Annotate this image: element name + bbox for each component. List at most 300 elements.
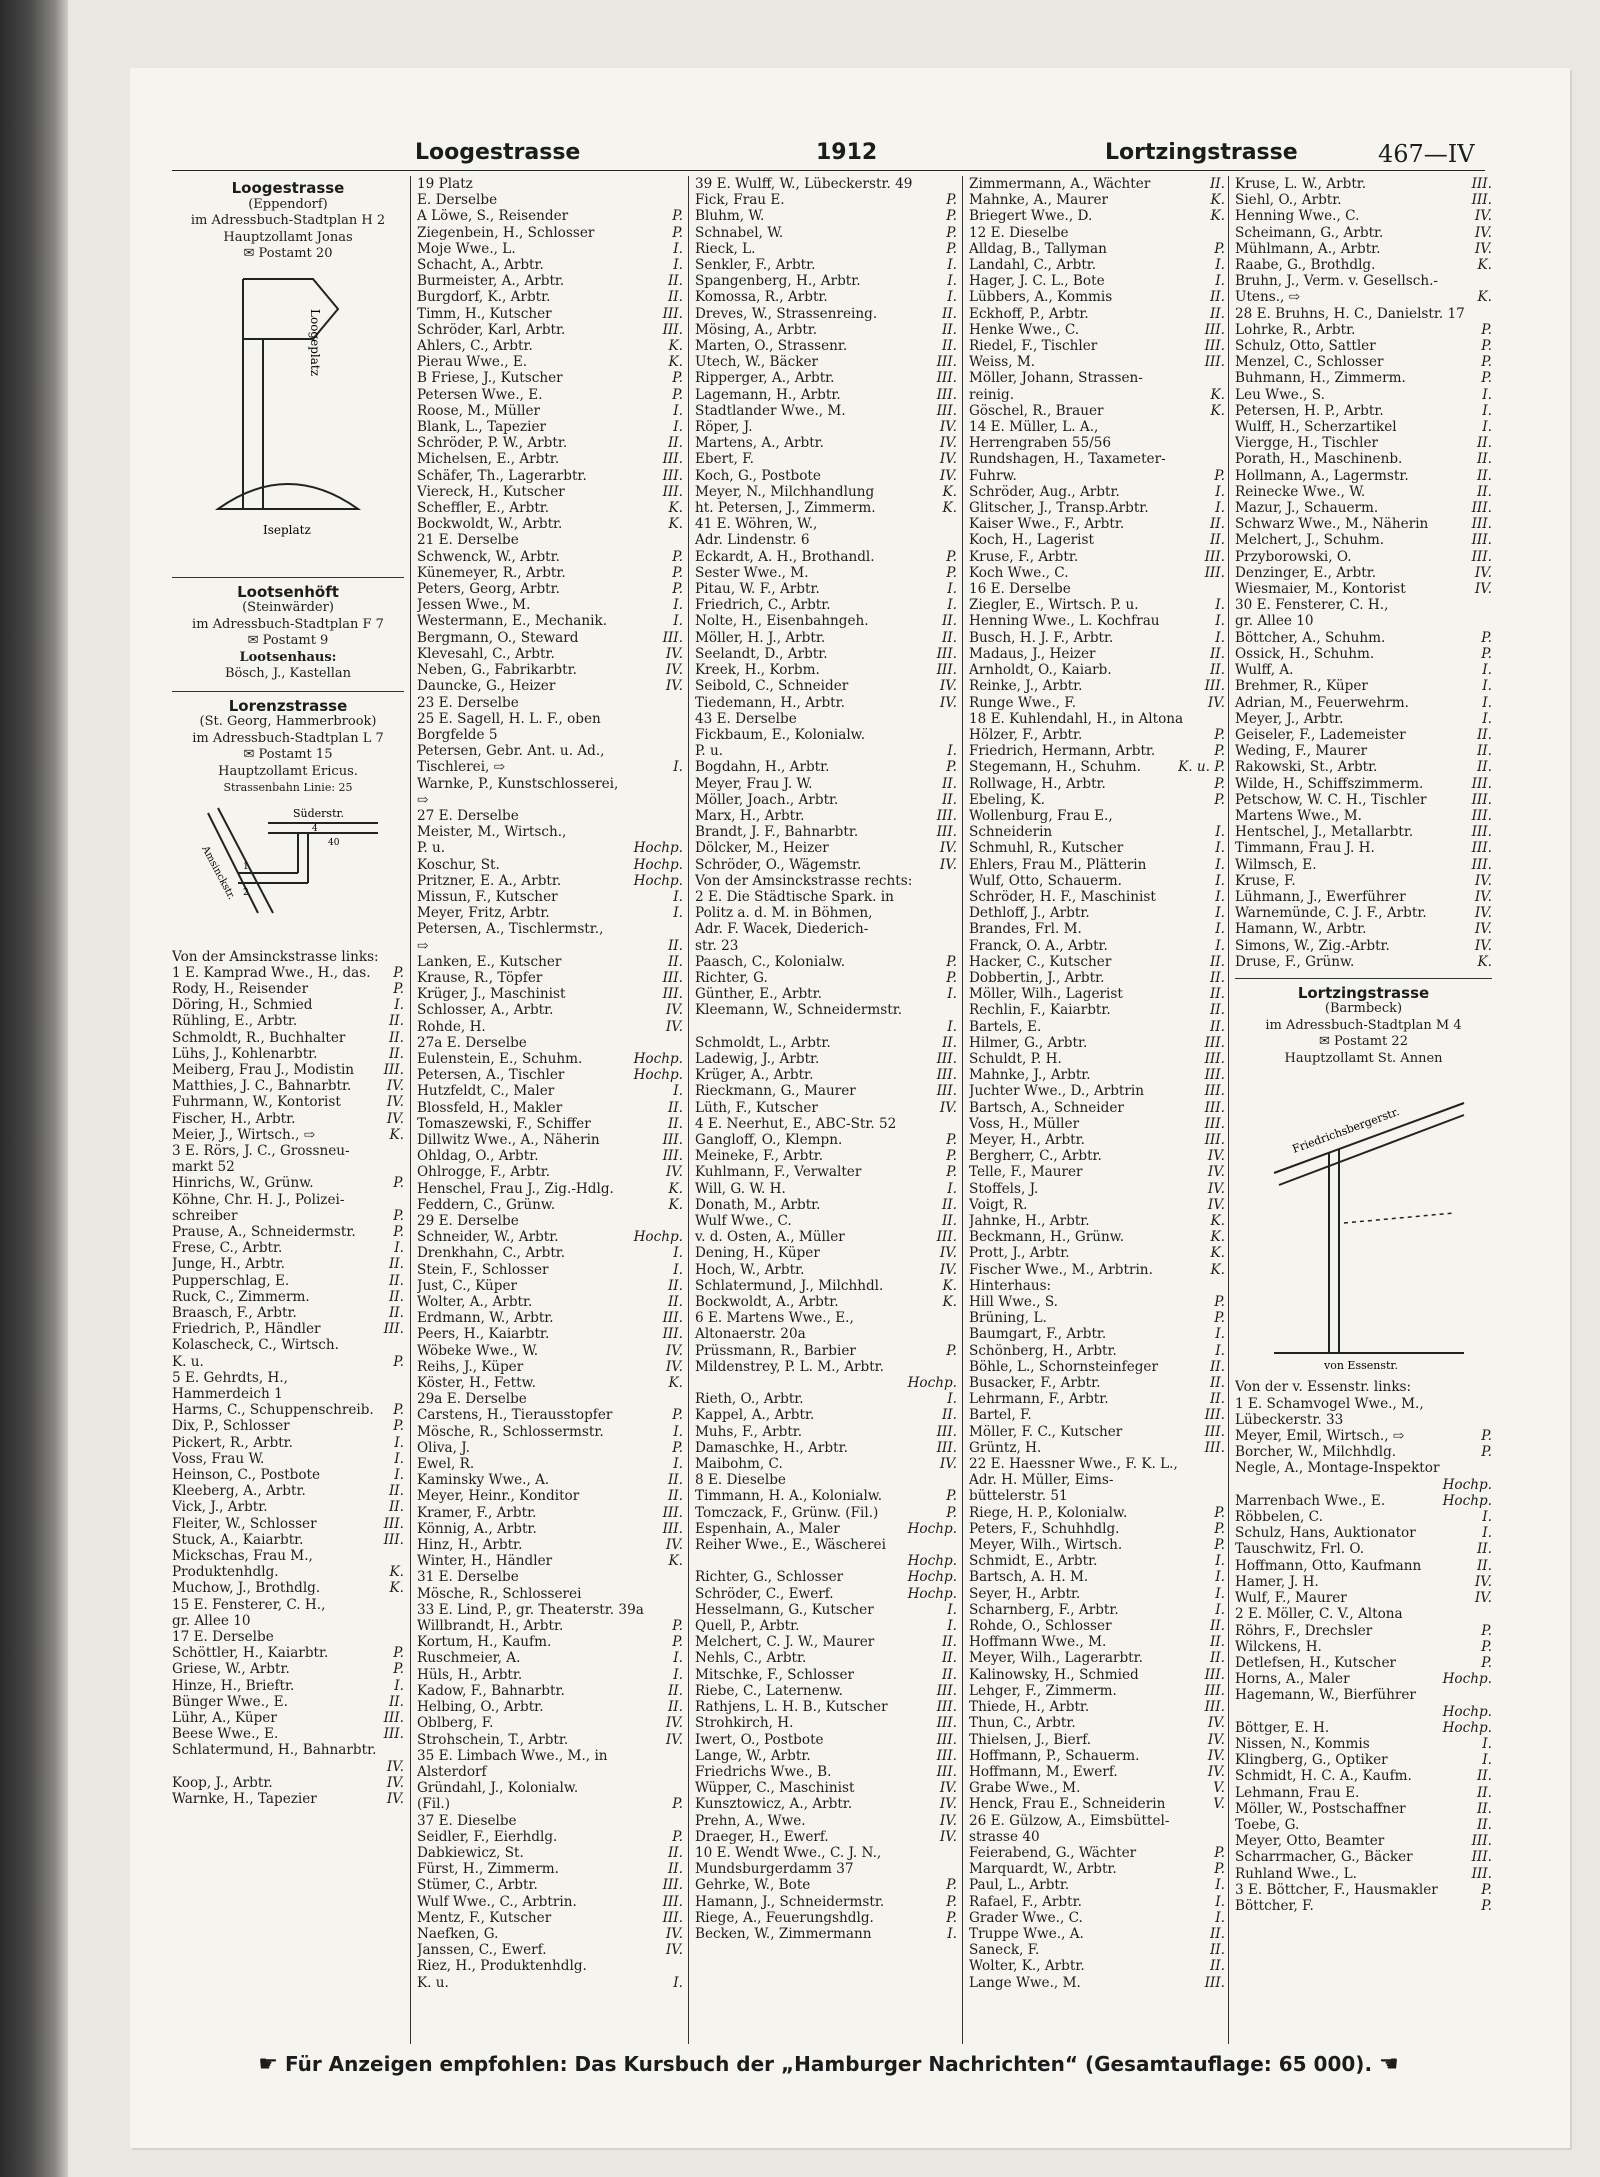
directory-entry <box>417 1586 683 1602</box>
entry-text: 30 E. Fensterer, C. H., <box>1235 597 1389 614</box>
directory-entry <box>969 1213 1225 1229</box>
entry-floor: IV. <box>1474 208 1492 225</box>
entry-text: Rieth, O., Arbtr. <box>695 1391 804 1408</box>
entry-text: Friedrich, P., Händler <box>172 1321 321 1338</box>
entry-floor: II. <box>1209 662 1225 679</box>
entry-floor <box>954 1845 957 1861</box>
directory-entry <box>417 1764 683 1780</box>
entry-text: Espenhain, A., Maler <box>695 1520 840 1537</box>
directory-entry <box>1235 1833 1492 1849</box>
entry-floor: Hochp. <box>633 856 683 873</box>
entry-floor: I. <box>1215 1326 1225 1343</box>
entry-floor: II. <box>1209 1375 1225 1392</box>
entry-text: Scheimann, G., Arbtr. <box>1235 224 1384 241</box>
directory-entry <box>1235 873 1492 889</box>
directory-entry <box>1235 597 1492 613</box>
entry-floor: II. <box>1209 986 1225 1003</box>
entry-text: Friedrichs Wwe., B. <box>695 1763 832 1780</box>
directory-entry <box>172 1775 404 1791</box>
directory-entry <box>1235 306 1492 322</box>
directory-entry <box>969 192 1225 208</box>
entry-text: Henning Wwe., C. <box>1235 208 1360 225</box>
directory-entry <box>1235 905 1492 921</box>
directory-entry <box>695 970 957 986</box>
street-info: ✉ Postamt 20 <box>243 246 333 261</box>
directory-entry <box>417 565 683 581</box>
entry-floor: I. <box>673 1245 683 1262</box>
entry-floor: II. <box>667 1277 683 1294</box>
entry-floor <box>680 743 683 759</box>
entry-text: Petschow, W. C. H., Tischler <box>1235 791 1427 808</box>
directory-entry <box>969 613 1225 629</box>
directory-entry <box>1235 711 1492 727</box>
entry-text: Peters, F., Schuhhdlg. <box>969 1520 1120 1537</box>
entry-text: Wolter, A., Arbtr. <box>417 1294 533 1311</box>
entry-text: 33 E. Lind, P., gr. Theaterstr. 39a <box>417 1601 644 1618</box>
entry-floor: II. <box>667 1472 683 1489</box>
entry-floor: P. <box>946 1148 957 1165</box>
entry-text: Rohde, H. <box>417 1018 486 1035</box>
entry-text: Lühr, A., Küper <box>172 1710 277 1727</box>
entry-text: Petersen, A., Tischlermstr., <box>417 921 604 938</box>
entry-floor: II. <box>388 1288 404 1305</box>
entry-floor: I. <box>1215 921 1225 938</box>
entry-floor: P. <box>1481 1638 1492 1655</box>
entry-floor: P. <box>393 1223 404 1240</box>
entry-text: Just, C., Küper <box>417 1277 518 1294</box>
entry-text: Viereck, H., Kutscher <box>417 483 565 500</box>
entry-floor: III. <box>662 321 683 338</box>
directory-entry <box>695 1715 957 1731</box>
directory-entry <box>1235 1509 1492 1525</box>
entry-floor: IV. <box>386 1110 404 1127</box>
entry-text: Lüth, F., Kutscher <box>695 1099 818 1116</box>
directory-entry <box>1235 1898 1492 1914</box>
entry-floor: IV. <box>1207 1164 1225 1181</box>
directory-entry <box>417 419 683 435</box>
entry-floor: II. <box>1476 759 1492 776</box>
directory-entry <box>969 759 1225 775</box>
street-info: (Eppendorf) <box>248 196 328 212</box>
entry-floor <box>954 1310 957 1326</box>
running-head-year: 1912 <box>816 140 878 165</box>
entry-text: Möller, Wilh., Lagerist <box>969 986 1123 1003</box>
directory-entry <box>417 857 683 873</box>
entry-floor <box>680 808 683 824</box>
directory-entry <box>695 695 957 711</box>
directory-entry <box>417 1294 683 1310</box>
directory-entry <box>417 1067 683 1083</box>
directory-entry <box>1235 1639 1492 1655</box>
entry-floor: II. <box>941 321 957 338</box>
entry-floor: P. <box>1214 1861 1225 1878</box>
entry-text: Saneck, F. <box>969 1942 1040 1959</box>
directory-entry <box>969 1424 1225 1440</box>
directory-entry <box>695 1796 957 1812</box>
entry-text: Meineke, F., Arbtr. <box>695 1148 824 1165</box>
entry-floor: K. <box>1210 1229 1225 1246</box>
directory-entry <box>417 1100 683 1116</box>
directory-entry <box>969 1456 1225 1472</box>
entry-floor: II. <box>1209 1650 1225 1667</box>
directory-entry <box>969 1164 1225 1180</box>
entry-text: Reihs, J., Küper <box>417 1358 524 1375</box>
entry-floor <box>954 727 957 743</box>
directory-entry <box>969 435 1225 451</box>
directory-entry <box>1235 1428 1492 1444</box>
entry-text: Marquardt, W., Arbtr. <box>969 1861 1117 1878</box>
directory-entry <box>969 322 1225 338</box>
entry-floor: II. <box>1209 1634 1225 1651</box>
section-divider <box>172 577 404 578</box>
entry-text: Hinrichs, W., Grünw. <box>172 1175 314 1192</box>
entry-floor: III. <box>1204 1666 1225 1683</box>
entry-text: Rieckmann, G., Maurer <box>695 1083 856 1100</box>
directory-entry <box>172 1256 404 1272</box>
directory-entry <box>1235 889 1492 905</box>
entry-floor: III. <box>1204 1423 1225 1440</box>
entry-floor: III. <box>1204 1699 1225 1716</box>
entry-floor <box>954 1359 957 1375</box>
entry-text: Mahnke, A., Maurer <box>969 192 1109 209</box>
entry-floor: II. <box>941 1407 957 1424</box>
entry-floor <box>401 1629 404 1645</box>
entry-floor: II. <box>388 1304 404 1321</box>
entry-text: Petersen, Gebr. Ant. u. Ad., <box>417 743 605 760</box>
directory-entry <box>417 225 683 241</box>
entry-text: Grüntz, H. <box>969 1439 1042 1456</box>
entry-floor: II. <box>1476 1768 1492 1785</box>
entry-floor: P. <box>1214 1310 1225 1327</box>
directory-entry <box>969 1391 1225 1407</box>
directory-entry <box>695 986 957 1002</box>
entry-text: Politz a. d. M. in Böhmen, <box>695 905 873 922</box>
entry-text: Harms, C., Schuppenschreib. <box>172 1402 374 1419</box>
entry-floor: IV. <box>939 435 957 452</box>
entry-text: Koch, H., Lagerist <box>969 532 1094 549</box>
directory-entry <box>969 1618 1225 1634</box>
directory-entry <box>969 225 1225 241</box>
entry-text: Prüssmann, R., Barbier <box>695 1342 856 1359</box>
entry-text: 18 E. Kuhlendahl, H., in Altona <box>969 710 1184 727</box>
entry-floor: P. <box>672 564 683 581</box>
entry-floor: III. <box>662 1877 683 1894</box>
directory-entry <box>695 905 957 921</box>
directory-entry <box>417 1002 683 1018</box>
entry-floor: P. <box>1481 1428 1492 1445</box>
directory-entry <box>1235 857 1492 873</box>
entry-floor: P. <box>1481 645 1492 662</box>
directory-entry <box>969 1310 1225 1326</box>
entry-text: 22 E. Haessner Wwe., F. K. L., <box>969 1456 1178 1473</box>
directory-entry <box>172 1175 404 1191</box>
entry-floor: III. <box>936 386 957 403</box>
entry-text: Voss, Frau W. <box>172 1450 265 1467</box>
entry-text: Henschel, Frau J., Zig.-Hdlg. <box>417 1180 614 1197</box>
entry-text: Wulff, H., Scherzartikel <box>1235 419 1397 436</box>
entry-text: Raabe, G., Brothdlg. <box>1235 257 1376 274</box>
entry-text: Seyer, H., Arbtr. <box>969 1585 1081 1602</box>
entry-text: Lehrmann, F., Arbtr. <box>969 1391 1109 1408</box>
street-header-loogestrasse <box>172 180 404 263</box>
entry-text: Dillwitz Wwe., A., Näherin <box>417 1131 600 1148</box>
street-header-lootsenhoeft <box>172 584 404 683</box>
directory-entry <box>969 370 1225 386</box>
entry-text: Dix, P., Schlosser <box>172 1418 290 1435</box>
entry-text: Horns, A., Maler <box>1235 1671 1350 1688</box>
entry-floor: II. <box>1209 645 1225 662</box>
entry-floor: I. <box>673 1423 683 1440</box>
directory-entry <box>695 630 957 646</box>
entry-text: Gründahl, J., Kolonialw. <box>417 1780 579 1797</box>
directory-entry <box>417 597 683 613</box>
entry-text: Porath, H., Maschinenb. <box>1235 451 1403 468</box>
entry-text: Von der v. Essenstr. links: <box>1235 1379 1412 1396</box>
directory-entry <box>969 1197 1225 1213</box>
entry-text: Thun, C., Arbtr. <box>969 1715 1076 1732</box>
entry-text: Kolascheck, C., Wirtsch. <box>172 1337 339 1354</box>
directory-entry <box>417 1472 683 1488</box>
directory-entry <box>417 370 683 386</box>
directory-entry <box>172 1354 404 1370</box>
entry-floor: II. <box>1209 1925 1225 1942</box>
directory-entry <box>1235 241 1492 257</box>
directory-entry <box>695 1699 957 1715</box>
entry-floor: IV. <box>939 840 957 857</box>
directory-entry <box>417 1278 683 1294</box>
entry-floor: II. <box>667 937 683 954</box>
entry-floor: P. <box>946 1877 957 1894</box>
entry-floor: IV. <box>665 1715 683 1732</box>
directory-entry <box>695 451 957 467</box>
map-number: 40 <box>328 837 340 848</box>
entry-floor <box>1222 451 1225 467</box>
directory-entry <box>417 1894 683 1910</box>
entry-floor: K. <box>942 1277 957 1294</box>
entry-floor: IV. <box>939 678 957 695</box>
entry-floor: P. <box>1481 1444 1492 1461</box>
directory-entry <box>417 1197 683 1213</box>
entry-text: 41 E. Wöhren, W., <box>695 516 818 533</box>
entry-text: Draeger, H., Ewerf. <box>695 1828 829 1845</box>
directory-entry <box>1235 824 1492 840</box>
entry-floor <box>954 1472 957 1488</box>
entry-text: Meyer, N., Milchhandlung <box>695 483 875 500</box>
entry-floor: III. <box>936 354 957 371</box>
entry-text: Feddern, C., Grünw. <box>417 1196 556 1213</box>
entry-text: Krause, R., Töpfer <box>417 969 543 986</box>
entry-text: Schröder, H. F., Maschinist <box>969 888 1156 905</box>
directory-entry <box>417 322 683 338</box>
directory-entry <box>969 630 1225 646</box>
street-info: im Adressbuch-Stadtplan F 7 <box>192 616 384 632</box>
entry-floor: IV. <box>1207 1747 1225 1764</box>
entry-floor: I. <box>673 240 683 257</box>
entry-text: Mösing, A., Arbtr. <box>695 321 818 338</box>
column-5 <box>1228 176 1492 2044</box>
entry-floor: K. <box>1210 1213 1225 1229</box>
entry-floor: I. <box>394 1467 404 1483</box>
entry-text: Jahnke, H., Arbtr. <box>969 1213 1090 1229</box>
directory-entry <box>172 1548 404 1564</box>
entry-text: Bartsch, A., Schneider <box>969 1099 1124 1116</box>
entry-text: Voss, H., Müller <box>969 1115 1080 1132</box>
entry-text: Donath, M., Arbtr. <box>695 1196 821 1213</box>
directory-entry <box>417 646 683 662</box>
entry-floor: I. <box>673 613 683 630</box>
entry-text: Ossick, H., Schuhm. <box>1235 645 1375 662</box>
entry-text: Kruse, F., Arbtr. <box>969 548 1079 565</box>
directory-entry <box>969 354 1225 370</box>
entry-text: Gangloff, O., Klempn. <box>695 1131 843 1148</box>
entry-text: Altonaerstr. 20a <box>695 1326 806 1343</box>
entry-text: Quell, P., Arbtr. <box>695 1618 800 1635</box>
entry-text: Kruse, L. W., Arbtr. <box>1235 176 1367 192</box>
entry-floor: II. <box>1476 743 1492 760</box>
running-head-left: Loogestrasse <box>415 140 581 165</box>
entry-floor: I. <box>394 997 404 1014</box>
directory-entry <box>172 1435 404 1451</box>
entry-floor: P. <box>672 370 683 387</box>
street-info: Bösch, J., Kastellan <box>224 666 352 681</box>
entry-text: Klevesahl, C., Arbtr. <box>417 645 555 662</box>
directory-entry <box>172 1030 404 1046</box>
entry-floor: III. <box>1471 500 1492 517</box>
entry-text: Hesselmann, G., Kutscher <box>695 1601 874 1618</box>
footer-text: Für Anzeigen empfohlen: Das Kursbuch der „Hamburger Nachrichten“ (Gesamtauflage: 65 000). <box>284 2052 1373 2076</box>
entry-text: 23 E. Derselbe <box>417 694 519 711</box>
directory-entry <box>172 1337 404 1353</box>
directory-entry <box>969 1148 1225 1164</box>
entry-floor: IV. <box>665 1942 683 1959</box>
directory-entry <box>1235 1541 1492 1557</box>
entry-floor: III. <box>936 1083 957 1100</box>
entry-text: Leu Wwe., S. <box>1235 386 1325 403</box>
entry-floor: P. <box>946 240 957 257</box>
entry-text: Wilckens, H. <box>1235 1638 1322 1655</box>
directory-entry <box>969 1359 1225 1375</box>
directory-entry <box>417 1083 683 1099</box>
entry-floor: III. <box>662 1520 683 1537</box>
directory-entry <box>417 338 683 354</box>
entry-text: Petersen, A., Tischler <box>417 1067 565 1084</box>
directory-entry <box>1235 403 1492 419</box>
entry-floor: P. <box>393 980 404 997</box>
entry-text: Telle, F., Maurer <box>969 1164 1083 1181</box>
entry-floor <box>680 776 683 792</box>
entry-text: Winter, H., Händler <box>417 1553 553 1570</box>
entry-floor: K. <box>1210 192 1225 209</box>
entry-floor: III. <box>1204 1050 1225 1067</box>
directory-entry <box>1235 1768 1492 1784</box>
entry-floor: II. <box>388 1272 404 1289</box>
directory-entry <box>969 565 1225 581</box>
entry-floor: I. <box>947 1925 957 1942</box>
directory-entry <box>969 581 1225 597</box>
entry-text: Warnke, H., Tapezier <box>172 1791 317 1808</box>
entry-floor <box>680 1958 683 1974</box>
entry-text: Hentschel, J., Metallarbtr. <box>1235 824 1414 841</box>
entry-text: Lehger, F., Zimmerm. <box>969 1682 1117 1699</box>
directory-entry <box>417 1440 683 1456</box>
entry-text: K. u. <box>417 1974 449 1991</box>
entry-text: Möller, H. J., Arbtr. <box>695 629 826 646</box>
directory-entry <box>1235 468 1492 484</box>
directory-entry <box>695 743 957 759</box>
entry-floor: I. <box>1215 1569 1225 1586</box>
directory-entry <box>172 1467 404 1483</box>
entry-floor: IV. <box>386 1791 404 1808</box>
directory-entry <box>969 1748 1225 1764</box>
entry-floor <box>954 938 957 954</box>
entry-floor: I. <box>947 1018 957 1035</box>
entry-text: 25 E. Sagell, H. L. F., oben <box>417 710 601 727</box>
directory-entry <box>969 954 1225 970</box>
directory-entry <box>417 1245 683 1261</box>
entry-floor: III. <box>383 1710 404 1727</box>
directory-entry <box>695 1116 957 1132</box>
entry-text: Ehlers, Frau M., Plätterin <box>969 856 1147 873</box>
directory-entry <box>969 1975 1225 1991</box>
entry-text: Muhs, F., Arbtr. <box>695 1423 803 1440</box>
directory-entry <box>417 354 683 370</box>
entry-floor: I. <box>673 257 683 274</box>
directory-entry <box>1235 1460 1492 1476</box>
directory-entry <box>969 1278 1225 1294</box>
entry-text: Wulf Wwe., C., Arbtrin. <box>417 1893 577 1910</box>
entry-floor: II. <box>1209 953 1225 970</box>
entry-text: Druse, F., Grünw. <box>1235 953 1355 970</box>
directory-entry <box>969 1877 1225 1893</box>
entry-text: Hollmann, A., Lagermstr. <box>1235 467 1409 484</box>
directory-entry <box>969 1894 1225 1910</box>
entry-text: Roose, M., Müller <box>417 402 541 419</box>
entry-text: Hölzer, F., Arbtr. <box>969 726 1083 743</box>
entry-text: Schmidt, E., Arbtr. <box>969 1553 1098 1570</box>
directory-entry <box>1235 1866 1492 1882</box>
entry-floor: IV. <box>939 1261 957 1278</box>
entry-text: Günther, E., Arbtr. <box>695 986 822 1003</box>
entry-floor: III. <box>1204 1439 1225 1456</box>
entry-floor: II. <box>1209 516 1225 533</box>
entry-floor: II. <box>1209 1958 1225 1975</box>
directory-entry <box>1235 387 1492 403</box>
entry-text: Timmann, Frau J. H. <box>1235 840 1375 857</box>
entry-floor <box>401 1159 404 1175</box>
entry-floor: P. <box>672 1828 683 1845</box>
directory-entry <box>172 1159 404 1175</box>
entry-text: Meiberg, Frau J., Modistin <box>172 1061 355 1078</box>
entry-text: Buhmann, H., Zimmerm. <box>1235 370 1406 387</box>
entry-text: Mickschas, Frau M., <box>172 1548 313 1565</box>
directory-entry <box>1235 1752 1492 1768</box>
directory-entry <box>417 1877 683 1893</box>
entry-floor: II. <box>667 289 683 306</box>
entry-floor: III. <box>662 1504 683 1521</box>
entry-text: Kaminsky Wwe., A. <box>417 1472 550 1489</box>
entry-floor: IV. <box>939 451 957 468</box>
directory-columns <box>172 176 1492 2044</box>
directory-entry <box>695 889 957 905</box>
entry-text: Schneiderin <box>969 824 1053 841</box>
column-2 <box>410 176 683 2044</box>
entry-floor: II. <box>1209 1002 1225 1019</box>
entry-floor: II. <box>941 1650 957 1667</box>
entry-text: Schröder, C., Ewerf. <box>695 1585 834 1602</box>
entry-text: Senkler, F., Arbtr. <box>695 257 816 274</box>
directory-entry <box>969 792 1225 808</box>
entry-text: Wolter, K., Arbtr. <box>969 1958 1085 1975</box>
